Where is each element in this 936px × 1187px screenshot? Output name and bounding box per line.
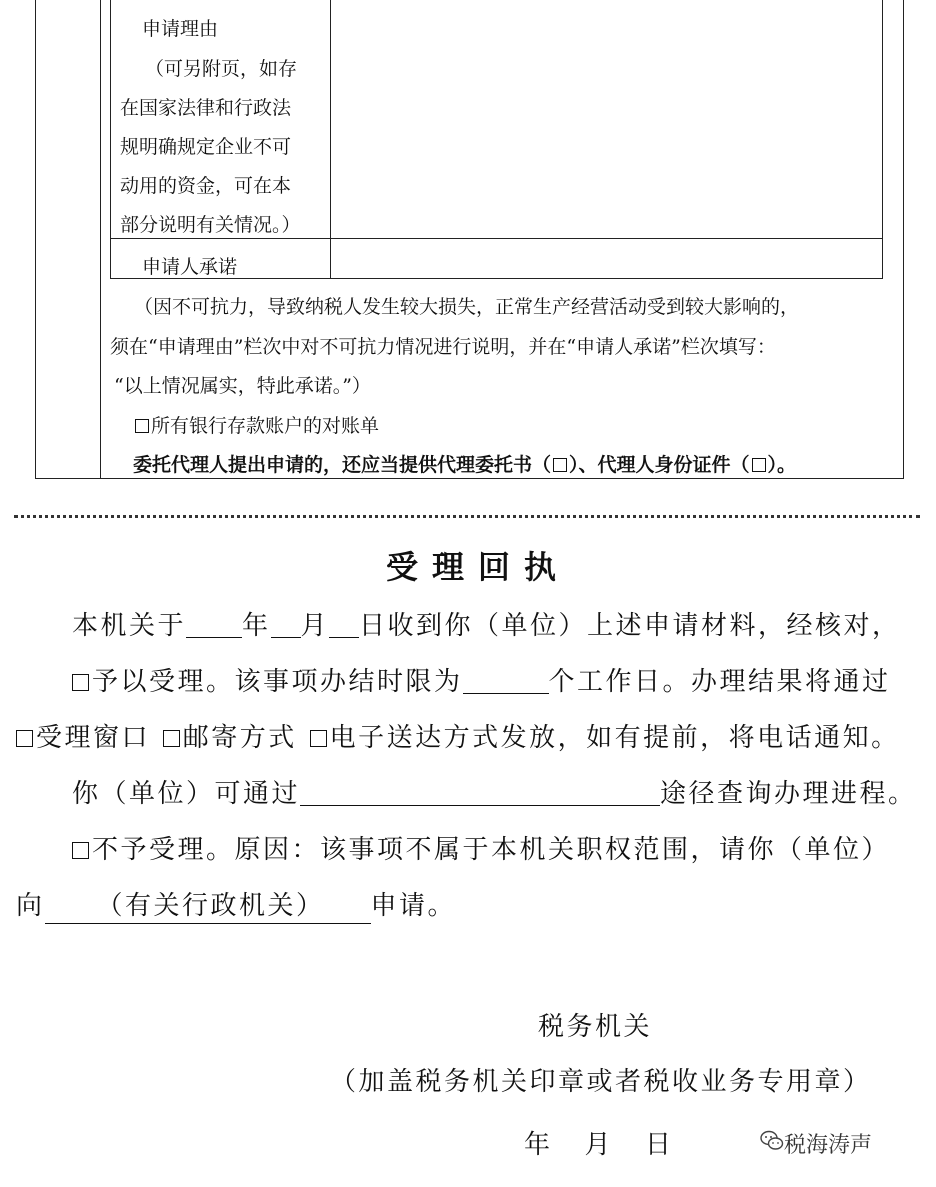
receipt-line-1: [72, 605, 901, 642]
force-note-line: 须在“申请理由”栏次中对不可抗力情况进行说明，并在“申请人承诺”栏次填写：: [110, 336, 776, 358]
table-border-right: [903, 0, 904, 479]
text: 年: [524, 1130, 553, 1160]
electronic-checkbox[interactable]: [310, 730, 327, 747]
receipt-line-3: [16, 717, 900, 754]
receipt-line-4: [72, 773, 917, 810]
text: 不予受理。原因：该事项不属于本机关职权范围，请你（单位）: [92, 835, 891, 865]
reason-label: 申请理由: [142, 18, 219, 40]
text: 日: [645, 1130, 674, 1160]
year-blank[interactable]: [186, 611, 242, 638]
receipt-line-6: [16, 885, 456, 922]
reason-note-line: 规明确规定企业不可: [120, 136, 292, 158]
force-note-line: “以上情况属实，特此承诺。”）: [114, 375, 371, 397]
bank-statement-item: [133, 411, 379, 438]
force-note-line: （因不可抗力，导致纳税人发生较大损失，正常生产经营活动受到较大影响的，: [134, 296, 800, 318]
tax-authority: 税务机关: [538, 1012, 653, 1042]
cut-line: [14, 515, 920, 518]
reason-note-line: 部分说明有关情况。）: [120, 214, 301, 236]
checkbox[interactable]: [553, 458, 567, 472]
text: 电子送达方式发放，如有提前，将电话通知。: [329, 723, 900, 753]
text: 途径查询办理进程。: [660, 779, 917, 809]
text: 本机关于: [72, 611, 187, 641]
table-column-divider: [100, 0, 101, 479]
agent-note-prefix: 委托代理人提出申请的，还应当提供代理委托书（: [133, 454, 552, 476]
seal-note: （加盖税务机关印章或者税收业务专用章）: [330, 1067, 872, 1097]
agent-note-middle: ）、代理人身份证件（: [569, 454, 750, 476]
promise-label: 申请人承诺: [142, 256, 238, 278]
receipt-title: 受理回执: [386, 548, 571, 586]
text: 邮寄方式: [182, 723, 297, 753]
text: 申请。: [370, 891, 457, 921]
text: 月: [300, 611, 330, 641]
month-blank[interactable]: [271, 611, 301, 638]
text: 你（单位）可通过: [72, 779, 301, 809]
text: 年: [242, 611, 271, 641]
agent-note-suffix: ）。: [767, 454, 797, 476]
text: 日收到你（单位）上述申请材料，经核对，: [359, 611, 901, 641]
reason-note-line: （可另附页，如存: [145, 58, 298, 80]
agent-note: [133, 450, 796, 477]
text: 个工作日。办理结果将通过: [548, 667, 891, 697]
receipt-line-2: [72, 661, 891, 698]
accept-checkbox[interactable]: [72, 674, 89, 691]
checkbox[interactable]: [135, 419, 149, 433]
bank-statement-label: 所有银行存款账户的对账单: [151, 415, 380, 437]
day-blank[interactable]: [329, 611, 359, 638]
reject-checkbox[interactable]: [72, 842, 89, 859]
table-border-bottom: [35, 478, 904, 479]
days-blank[interactable]: [463, 667, 549, 694]
text: 予以受理。该事项办结时限为: [92, 667, 463, 697]
receipt-date: [524, 1124, 674, 1161]
mail-checkbox[interactable]: [163, 730, 180, 747]
checkbox[interactable]: [752, 458, 766, 472]
text: 受理窗口: [36, 723, 151, 753]
table-border-left: [35, 0, 36, 479]
reason-note-line: 动用的资金，可在本: [120, 175, 292, 197]
wechat-icon: [760, 1130, 784, 1152]
watermark-text: 税海涛声: [784, 1133, 873, 1158]
agency-fill: （有关行政机关）: [45, 891, 371, 924]
reason-note-line: 在国家法律和行政法: [120, 97, 292, 119]
inner-table-row-divider: [110, 238, 883, 239]
window-checkbox[interactable]: [16, 730, 33, 747]
receipt-line-5: [72, 829, 890, 866]
channel-blank[interactable]: [300, 779, 660, 806]
text: 向: [16, 891, 45, 921]
text: 月: [584, 1130, 614, 1160]
